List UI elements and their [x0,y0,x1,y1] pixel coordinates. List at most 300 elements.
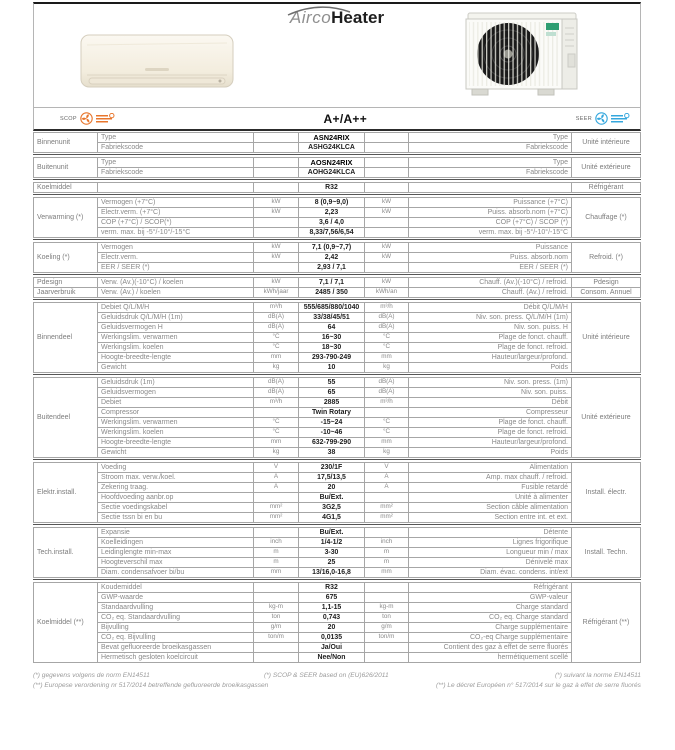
param-label-fr: Diam. évac. condens. int/ext [409,568,572,578]
unit-fr: kg-m [365,603,409,613]
param-label-fr: Unité à alimenter [409,493,572,503]
group-label-nl: Koelmiddel (**) [34,583,98,663]
unit-fr: °C [365,418,409,428]
param-label-fr: Chauff. (Av.) / refroid. [409,288,572,298]
param-label-nl: Werkingslim. verwarmen [98,333,254,343]
unit-fr: kW [365,278,409,288]
section-divider [33,579,641,580]
param-label-fr: Plage de fonct. chauff. [409,418,572,428]
param-label-fr: Compresseur [409,408,572,418]
footnote-line-2 [33,681,641,691]
unit-fr: dB(A) [365,378,409,388]
unit-nl: °C [254,418,299,428]
unit-nl: kW [254,243,299,253]
unit-nl: °C [254,343,299,353]
section-divider [33,274,641,275]
param-label-nl: Geluidsvermogen H [98,323,254,333]
param-label-nl: Werkingslim. koelen [98,428,254,438]
param-label-nl: Geluidsvermogen [98,388,254,398]
unit-fr: kW [365,243,409,253]
param-label-nl: Vermogen [98,243,254,253]
unit-fr [365,263,409,273]
energy-rating-value: A+/A++ [323,111,368,126]
group-label-fr: Réfrigérant (**) [572,583,641,663]
unit-nl: kW [254,253,299,263]
param-label-nl: Stroom max. verw./koel. [98,473,254,483]
spec-row [34,408,641,418]
param-value: 8,33/7,56/6,54 [299,228,365,238]
param-label-fr: Niv. son. press. (1m) [409,378,572,388]
param-value: AOSN24RIX [299,158,365,168]
footnote-scop-seer: (*) SCOP & SEER based on (EU)626/2011 [264,672,389,679]
unit-nl: m³/h [254,303,299,313]
unit-nl [254,583,299,593]
group-label-nl: Koeling (*) [34,243,98,273]
group-label-fr: Unité intérieure [572,303,641,373]
param-label-nl: EER / SEER (*) [98,263,254,273]
spec-row [34,483,641,493]
param-label-nl: Standaardvulling [98,603,254,613]
section-divider [33,374,641,375]
param-label-fr: Contient des gaz à effet de serre fluorés [409,643,572,653]
spec-row [34,558,641,568]
group-label-fr: Chauffage (*) [572,198,641,238]
unit-fr [365,653,409,663]
group-label-fr: Réfrigérant [572,183,641,193]
param-value: 675 [299,593,365,603]
unit-nl: A [254,473,299,483]
unit-fr: dB(A) [365,388,409,398]
seer-fan-icon [595,112,608,125]
param-label-nl: Bijvulling [98,623,254,633]
param-label-nl: Sectie voedingskabel [98,503,254,513]
spec-row [34,243,641,253]
spec-row [34,378,641,388]
unit-fr: kW [365,253,409,263]
param-value: Nee/Non [299,653,365,663]
specification-table [33,132,641,663]
param-label-fr: Plage de fonct. refroid. [409,343,572,353]
param-value: 13/16,0-16,8 [299,568,365,578]
group-label-nl: Buitenunit [34,158,98,178]
param-value: Ja/Oui [299,643,365,653]
unit-nl [254,643,299,653]
spec-block-buitenunit [33,157,641,178]
param-value: 2485 / 350 [299,288,365,298]
unit-nl [254,133,299,143]
param-label-fr: GWP-valeur [409,593,572,603]
param-label-nl: COP (+7°C) / SCOP(*) [98,218,254,228]
param-label-nl: Leidinglengte min-max [98,548,254,558]
spec-block-koeling [33,242,641,273]
param-label-fr: Plage de fonct. refroid. [409,428,572,438]
param-label-nl: Fabriekscode [98,168,254,178]
param-label-nl: Debiet Q/L/M/H [98,303,254,313]
unit-fr: °C [365,333,409,343]
logo-text-heater: Heater [331,8,385,27]
unit-nl [254,408,299,418]
spec-row [34,418,641,428]
param-value: 1/4-1/2 [299,538,365,548]
param-label-fr: Lignes frigorifique [409,538,572,548]
param-label-nl: Gewicht [98,363,254,373]
param-label-nl: Hoogte-breedte-lengte [98,353,254,363]
spec-block-verwarming [33,197,641,238]
param-value: 55 [299,378,365,388]
spec-row [34,323,641,333]
param-value: -10~46 [299,428,365,438]
param-label-nl: Voeding [98,463,254,473]
unit-nl: dB(A) [254,323,299,333]
section-divider [33,194,641,195]
unit-nl [254,653,299,663]
param-label-fr: Amp. max chauff. / refroid. [409,473,572,483]
param-value: Bu/Ext. [299,493,365,503]
param-label-fr: Puissance [409,243,572,253]
param-label-nl: Werkingslim. koelen [98,343,254,353]
param-value: -15~24 [299,418,365,428]
group-label-fr: Install. électr. [572,463,641,523]
unit-fr: ton/m [365,633,409,643]
unit-fr: dB(A) [365,323,409,333]
unit-nl [254,263,299,273]
param-value: 33/38/45/51 [299,313,365,323]
unit-fr [365,183,409,193]
spec-row [34,198,641,208]
spec-row [34,303,641,313]
unit-fr: dB(A) [365,313,409,323]
section-divider [33,459,641,460]
param-value: 555/685/880/1040 [299,303,365,313]
unit-fr [365,408,409,418]
spec-block-pdesign-jaarverbruik [33,277,641,298]
unit-nl: m [254,548,299,558]
param-label-nl: Electr.verm. [98,253,254,263]
param-value: 4G1,5 [299,513,365,523]
unit-fr [365,643,409,653]
param-label-fr: Puiss. absorb.nom (+7°C) [409,208,572,218]
unit-nl: kg [254,448,299,458]
unit-nl [254,168,299,178]
unit-fr: kg [365,363,409,373]
param-label-fr: Charge supplémentaire [409,623,572,633]
param-label-fr: Longueur min / max [409,548,572,558]
spec-row [34,288,641,298]
unit-fr [365,158,409,168]
unit-nl: mm [254,568,299,578]
scop-label: SCOP [60,115,77,122]
group-label-nl: Verwarming (*) [34,198,98,238]
param-label-fr: verm. max. bij -5°/-10°/-15°C [409,228,572,238]
param-label-nl: Hoogte-breedte-lengte [98,438,254,448]
param-label-nl: Geluidsdruk (1m) [98,378,254,388]
spec-row [34,363,641,373]
unit-fr: V [365,463,409,473]
unit-fr [365,168,409,178]
unit-fr: °C [365,428,409,438]
spec-block-buitendeel [33,377,641,458]
param-value: 293-790-249 [299,353,365,363]
group-label-fr: Unité extérieure [572,378,641,458]
unit-nl: dB(A) [254,388,299,398]
spec-row [34,633,641,643]
unit-nl: inch [254,538,299,548]
unit-fr: m [365,558,409,568]
param-value: 2,93 / 7,1 [299,263,365,273]
param-label-fr: Dénivelé max [409,558,572,568]
param-value: 65 [299,388,365,398]
unit-nl: °C [254,333,299,343]
param-label-fr: Section câble alimentation [409,503,572,513]
footnote-regulation-fr: (**) Le décret Européen n° 517/2014 sur le gaz à effet de serre fluorés [436,682,641,690]
spec-row [34,528,641,538]
unit-nl: °C [254,428,299,438]
spec-row [34,333,641,343]
spec-row [34,143,641,153]
unit-fr: mm [365,353,409,363]
param-value: 20 [299,483,365,493]
param-label-nl: Gewicht [98,448,254,458]
param-label-nl: Verw. (Av.)(-10°C) / koelen [98,278,254,288]
param-label-nl: Koudemiddel [98,583,254,593]
unit-fr: inch [365,538,409,548]
scop-icon-group [60,112,115,125]
param-label-nl: Koelleidingen [98,538,254,548]
unit-nl: dB(A) [254,378,299,388]
unit-nl: kW [254,208,299,218]
energy-rating-bar [33,108,641,131]
group-label-fr: Unité extérieure [572,158,641,178]
spec-row [34,158,641,168]
spec-row [34,538,641,548]
param-label-fr: COP (+7°C) / SCOP (*) [409,218,572,228]
section-divider [33,179,641,180]
param-label-nl: Sectie tssn bi en bu [98,513,254,523]
param-label-nl: Debiet [98,398,254,408]
group-label-nl: Binnenunit [34,133,98,153]
param-value: R32 [299,583,365,593]
param-label-fr: Charge standard [409,603,572,613]
param-value: 0,743 [299,613,365,623]
group-label-nl: Buitendeel [34,378,98,458]
unit-nl: mm² [254,503,299,513]
unit-fr [365,143,409,153]
unit-nl [254,143,299,153]
param-label-fr: Puiss. absorb.nom [409,253,572,263]
footnote-norm-fr: (*) suivant la norme EN14511 [554,672,641,679]
param-value: 2,23 [299,208,365,218]
param-label-nl: Hoogteverschil max [98,558,254,568]
param-label-fr: Chauff. (Av.)(-10°C) / refroid. [409,278,572,288]
spec-row [34,208,641,218]
param-label-fr: Hauteur/largeur/profond. [409,438,572,448]
unit-nl: mm [254,353,299,363]
section-divider [33,299,641,300]
unit-fr: m³/h [365,398,409,408]
unit-nl [254,493,299,503]
unit-nl [254,528,299,538]
logo-text-airco: Airco [289,8,332,27]
unit-nl: mm [254,438,299,448]
param-label-nl: Fabriekscode [98,143,254,153]
unit-fr: m [365,548,409,558]
param-value: 16~30 [299,333,365,343]
spec-row [34,388,641,398]
param-value: ASHG24KLCA [299,143,365,153]
param-label-nl: Diam. condensafvoer bi/bu [98,568,254,578]
param-label-nl: CO₂ eq. Standaardvulling [98,613,254,623]
spec-row [34,168,641,178]
param-label-nl: Geluidsdruk Q/L/M/H (1m) [98,313,254,323]
param-value: 8 (0,9~9,0) [299,198,365,208]
param-label-fr: CO₂-eq Charge supplémentaire [409,633,572,643]
group-label-nl: Pdesign [34,278,98,288]
logo-swoosh-icon [287,4,351,16]
unit-nl: V [254,463,299,473]
param-label-nl: Electr.verm. (+7°C) [98,208,254,218]
seer-label: SEER [575,115,592,122]
unit-nl: kW [254,278,299,288]
spec-row [34,218,641,228]
param-value: Twin Rotary [299,408,365,418]
unit-nl: A [254,483,299,493]
unit-fr: °C [365,343,409,353]
param-value: 17,5/13,5 [299,473,365,483]
spec-block-elektr-install [33,462,641,523]
unit-nl: m³/h [254,398,299,408]
param-label-fr: Section entre int. et ext. [409,513,572,523]
unit-fr [365,583,409,593]
param-value: 38 [299,448,365,458]
param-label-nl: Verw. (Av.) / koelen [98,288,254,298]
group-label-nl: Jaarverbruik [34,288,98,298]
header [33,2,641,108]
param-label-fr: Détente [409,528,572,538]
spec-block-koelmiddel-top [33,182,641,193]
param-label-nl [98,183,254,193]
spec-row [34,593,641,603]
spec-row [34,183,641,193]
unit-fr: mm [365,438,409,448]
unit-fr: A [365,483,409,493]
unit-nl: ton [254,613,299,623]
spec-row [34,463,641,473]
spec-row [34,503,641,513]
param-value: 230/1F [299,463,365,473]
unit-nl [254,228,299,238]
param-label-nl: Zekering traag. [98,483,254,493]
param-label-nl: Hermetisch gesloten koelcircuit [98,653,254,663]
param-label-nl: Expansie [98,528,254,538]
spec-row [34,643,641,653]
unit-fr [365,228,409,238]
param-label-fr: Alimentation [409,463,572,473]
unit-nl: m [254,558,299,568]
spec-row [34,353,641,363]
param-label-fr: Fabriekscode [409,168,572,178]
param-value: 7,1 / 7,1 [299,278,365,288]
param-label-fr: Débit [409,398,572,408]
group-label-nl: Elektr.install. [34,463,98,523]
spec-row [34,343,641,353]
param-label-fr: Niv. son. puiss. H [409,323,572,333]
param-value: 10 [299,363,365,373]
group-label-fr: Refroid. (*) [572,243,641,273]
unit-fr: mm [365,568,409,578]
unit-nl [254,593,299,603]
param-label-fr: Fabriekscode [409,143,572,153]
param-label-fr: Fusible retardé [409,483,572,493]
unit-nl: kWh/jaar [254,288,299,298]
spec-row [34,448,641,458]
unit-fr: kWh/an [365,288,409,298]
unit-nl: dB(A) [254,313,299,323]
param-label-nl: verm. max. bij -5°/-10°/-15°C [98,228,254,238]
unit-fr: m³/h [365,303,409,313]
param-value: 632-799-290 [299,438,365,448]
spec-sheet [33,2,641,691]
param-label-nl: Compressor [98,408,254,418]
spec-row [34,228,641,238]
unit-fr [365,493,409,503]
unit-nl: kg-m [254,603,299,613]
param-value: R32 [299,183,365,193]
spec-row [34,133,641,143]
unit-nl: ton/m [254,633,299,643]
footnote-norm-nl: (*) gegevens volgens de norm EN14511 [33,672,150,679]
spec-row [34,313,641,323]
param-label-fr: Poids [409,448,572,458]
unit-fr: A [365,473,409,483]
footnote-line-1 [33,671,641,681]
unit-nl [254,158,299,168]
spec-block-binnendeel [33,302,641,373]
spec-row [34,568,641,578]
unit-fr [365,593,409,603]
param-value: 25 [299,558,365,568]
param-value: 3-30 [299,548,365,558]
param-value: 1,1-15 [299,603,365,613]
spec-block-tech-install [33,527,641,578]
unit-fr [365,218,409,228]
spec-row [34,548,641,558]
group-label-fr: Consom. Annuel [572,288,641,298]
spec-row [34,278,641,288]
spec-row [34,513,641,523]
param-label-fr: Niv. son. puiss. [409,388,572,398]
param-value: 20 [299,623,365,633]
param-value: 2,42 [299,253,365,263]
group-label-fr: Install. Techn. [572,528,641,578]
param-value: Bu/Ext. [299,528,365,538]
unit-fr [365,528,409,538]
unit-fr: kg [365,448,409,458]
footnote-regulation-nl: (**) Europese verordening nr 517/2014 betreffende gefluoreerde broeikasgassen [33,682,269,690]
unit-fr: ton [365,613,409,623]
spec-row [34,253,641,263]
unit-fr: g/m [365,623,409,633]
param-value: 64 [299,323,365,333]
scop-energy-lines-icon [96,113,115,125]
unit-nl [254,218,299,228]
spec-row [34,653,641,663]
spec-block-koelmiddel [33,582,641,663]
unit-nl [254,183,299,193]
section-divider [33,154,641,155]
param-value: 2885 [299,398,365,408]
group-label-nl: Tech.install. [34,528,98,578]
spec-row [34,263,641,273]
